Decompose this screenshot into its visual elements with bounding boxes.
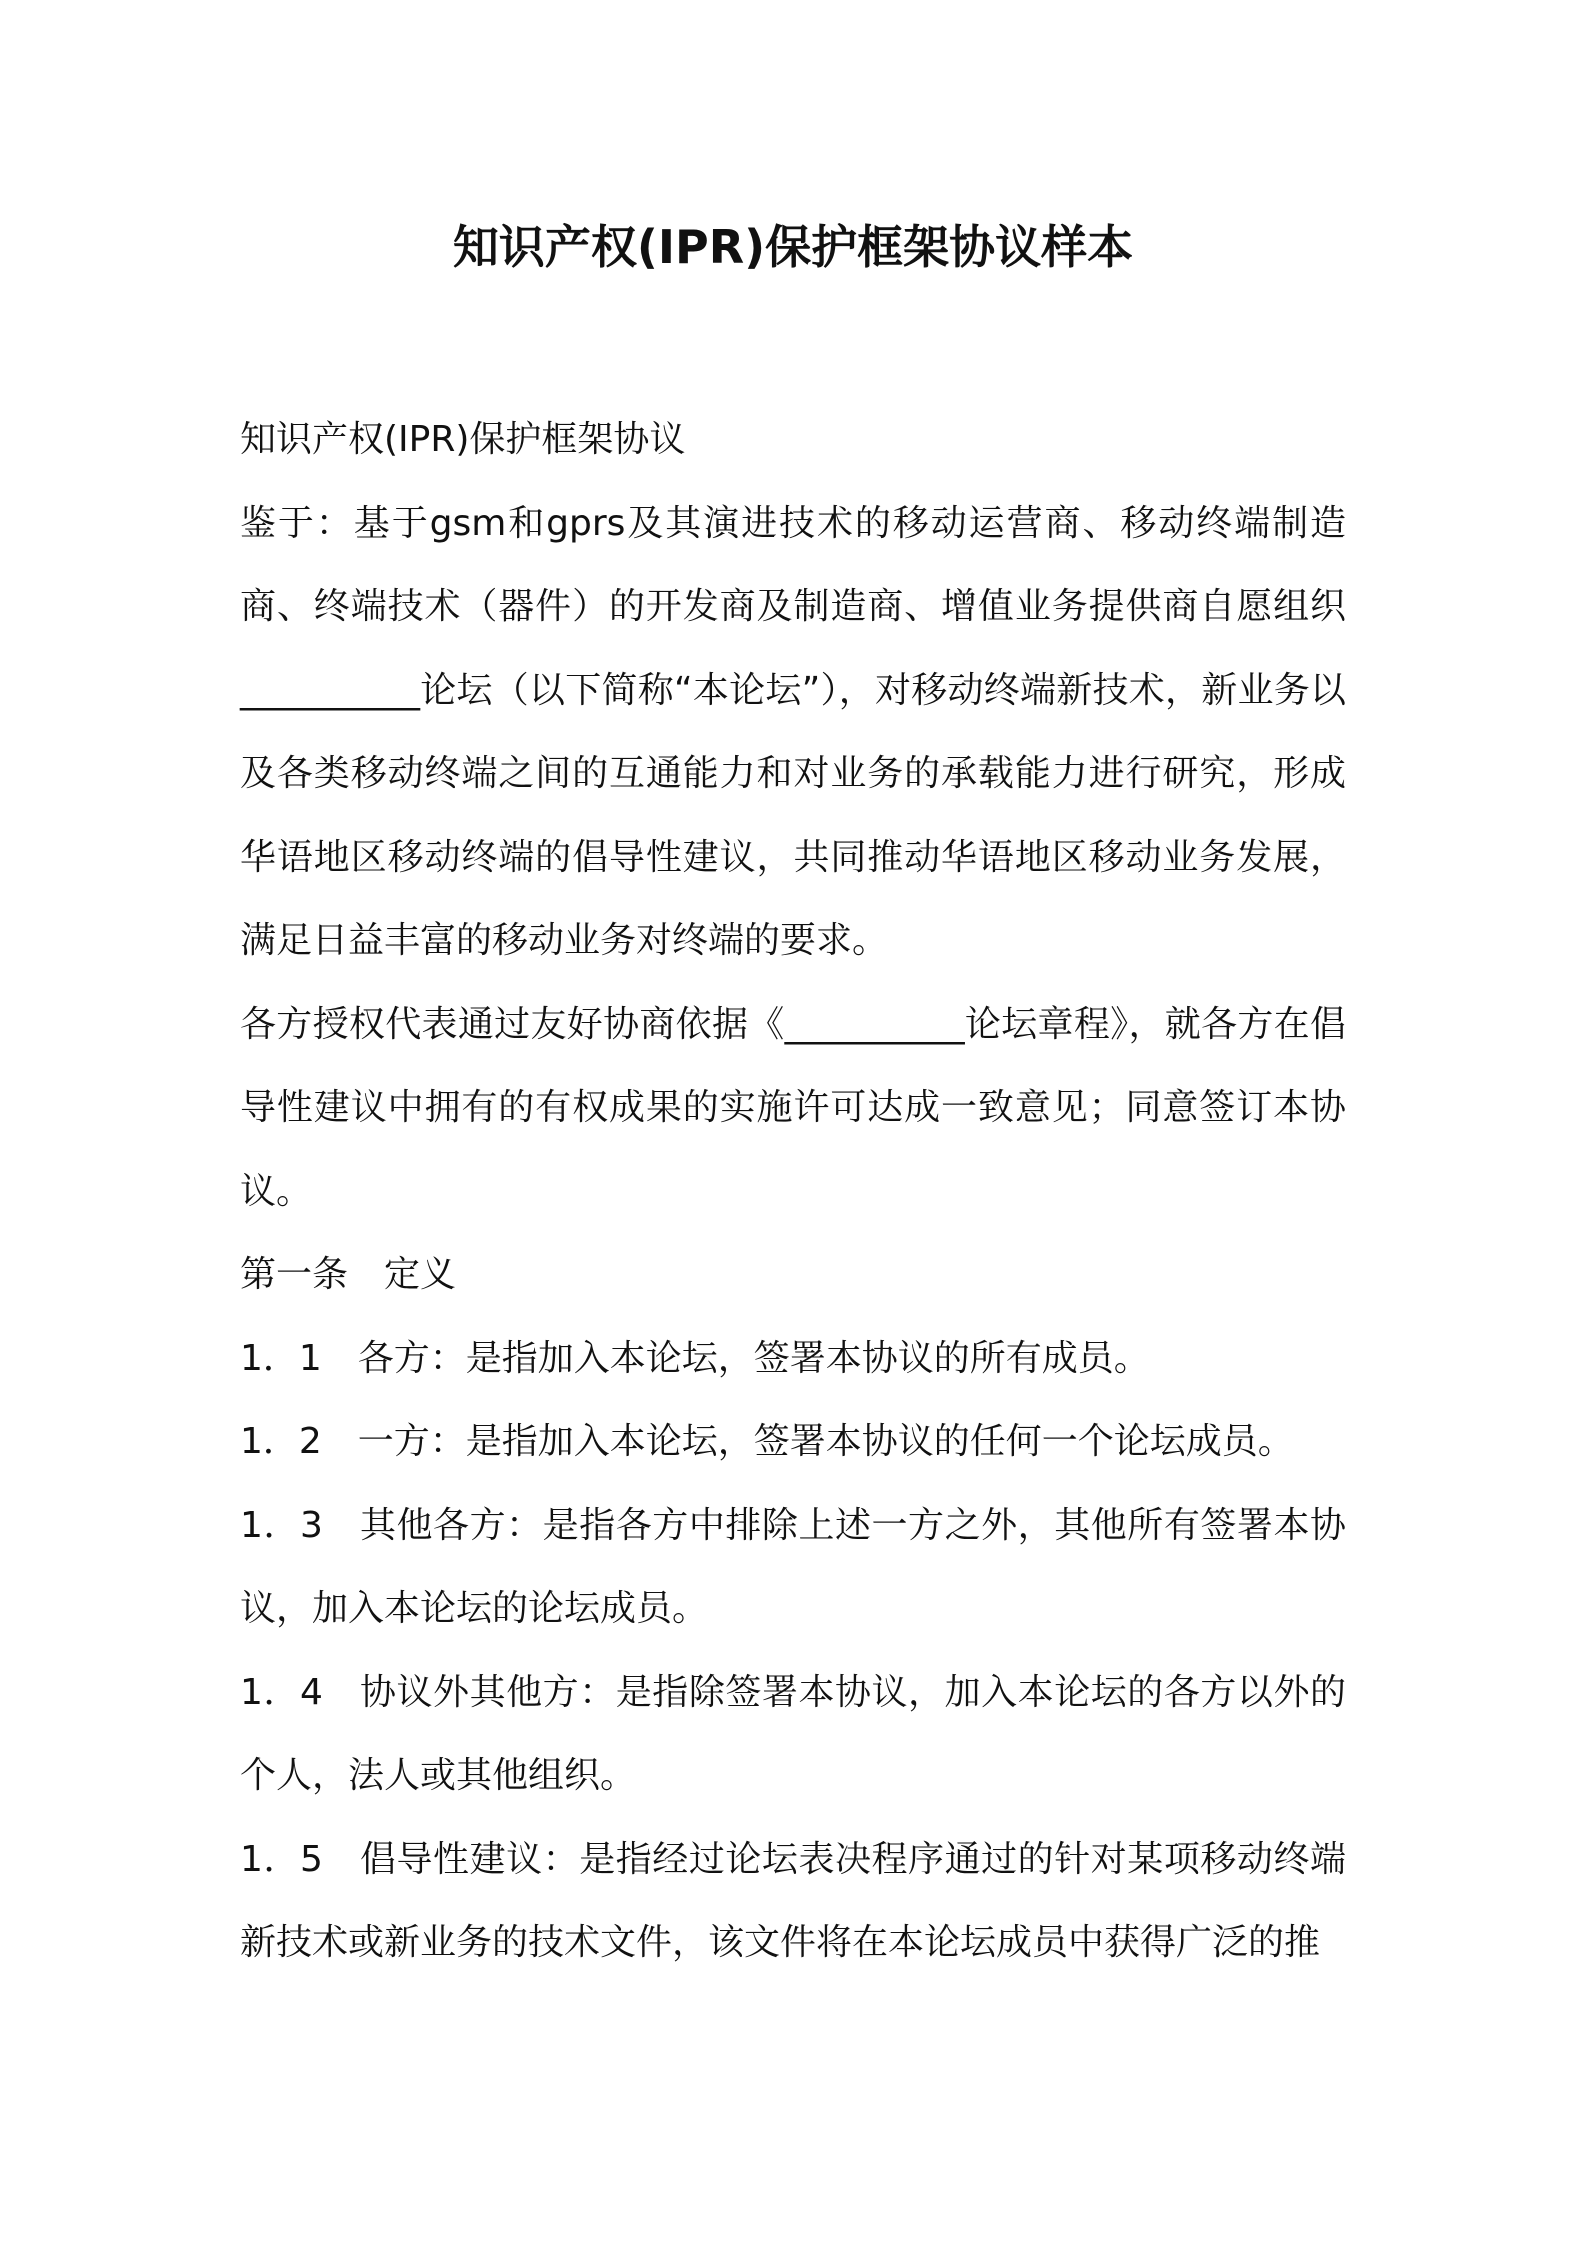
consent-paragraph: 各方授权代表通过友好协商依据《__________论坛章程》，就各方在倡导性建议中拥有的有权成果的实施许可达成一致意见；同意签订本协议。 bbox=[240, 1003, 1346, 1212]
clause-1-1: 1．1 各方：是指加入本论坛，签署本协议的所有成员。 bbox=[240, 1337, 1150, 1379]
agreement-heading: 知识产权(IPR)保护框架协议 bbox=[240, 419, 686, 460]
document-title: 知识产权(IPR)保护框架协议样本 bbox=[452, 220, 1134, 274]
recital-paragraph: 鉴于：基于gsm和gprs及其演进技术的移动运营商、移动终端制造商、终端技术（器件）的开发商及制造商、增值业务提供商自愿组织__________论坛（以下简称“本论坛”），对移动终端新技术，新业务以及各类移动终端之间的互通能力和对业务的承载能力进行研究，形成华语地区移动终端的倡导性建议，共同推动华语地区移动业务发展，满足日益丰富的移动业务对终端的要求。 bbox=[240, 502, 1346, 961]
article-1-heading: 第一条 定义 bbox=[240, 1254, 457, 1295]
clause-1-3: 1．3 其他各方：是指各方中排除上述一方之外，其他所有签署本协议，加入本论坛的论坛成员。 bbox=[240, 1504, 1346, 1629]
clause-1-5: 1．5 倡导性建议：是指经过论坛表决程序通过的针对某项移动终端新技术或新业务的技术文件，该文件将在本论坛成员中获得广泛的推 bbox=[240, 1838, 1346, 1963]
document-body bbox=[240, 398, 1346, 1985]
clause-1-2: 1．2 一方：是指加入本论坛，签署本协议的任何一个论坛成员。 bbox=[240, 1421, 1294, 1462]
clause-1-4: 1．4 协议外其他方：是指除签署本协议，加入本论坛的各方以外的个人，法人或其他组织。 bbox=[240, 1671, 1346, 1796]
